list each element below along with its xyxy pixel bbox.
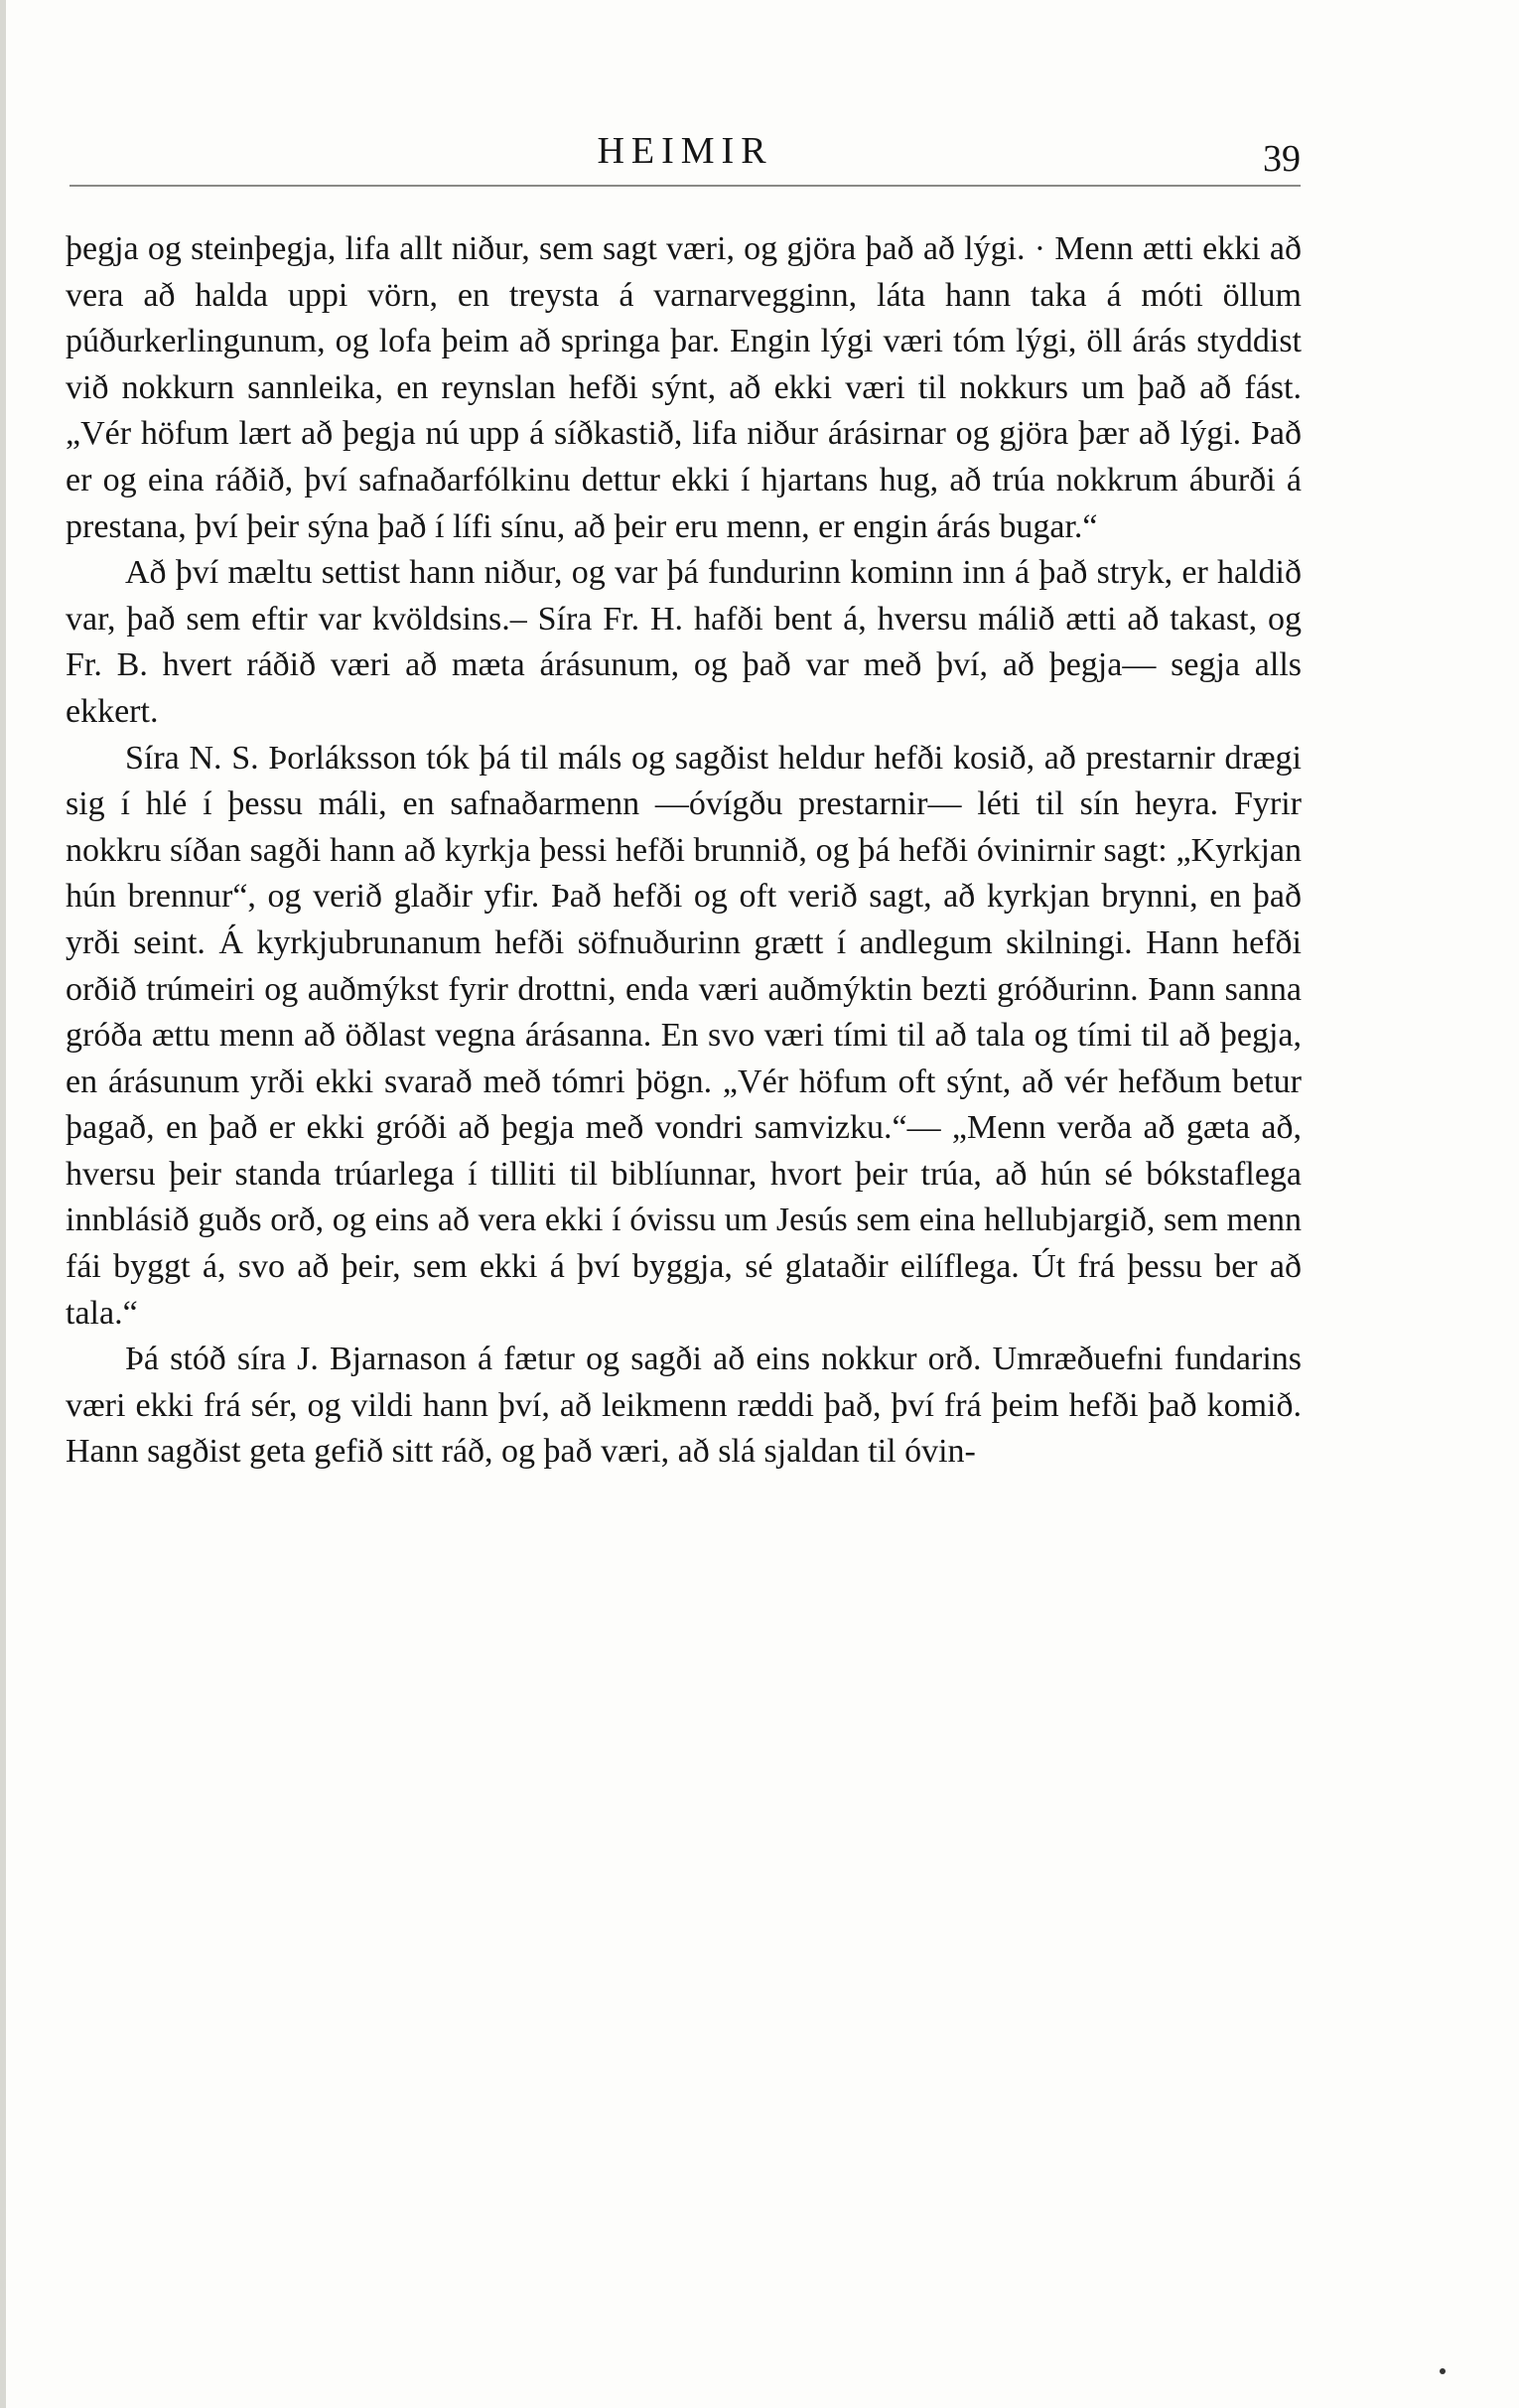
body-text — [66, 226, 1302, 1476]
page-edge-shadow — [0, 0, 6, 2408]
paragraph-3: Síra N. S. Þorláksson tók þá til máls og sagðist heldur hefði kosið, að prestarnir drægi sig í hlé í þessu máli, en safnaðarmenn —óvígðu prestarnir— léti til sín heyra. Fyrir nokkru síðan sagði hann að kyrkja þessi hefði brunnið, og þá hefði óvinirnir sagt: „Kyrkjan hún brennur“, og verið glaðir yfir. Það hefði og oft verið sagt, að kyrkjan brynni, en það yrði seint. Á kyrkjubrunanum hefði söfnuðurinn grætt í andlegum skilningi. Hann hefði orðið trúmeiri og auðmýkst fyrir drottni, enda væri auðmýktin bezti gróðurinn. Þann sanna gróða ættu menn að öðlast vegna árásanna. En svo væri tími til að tala og tími til að þegja, en árásunum yrði ekki svarað með tómri þögn. „Vér höfum oft sýnt, að vér hefðum betur þagað, en það er ekki gróði að þegja með vondri samvizku.“— „Menn verða að gæta að, hversu þeir standa trúarlega í tilliti til biblíunnar, hvort þeir trúa, að hún sé bókstaflega innblásið guðs orð, og eins að vera ekki í óvissu um Jesús sem eina hellubjargið, sem menn fái byggt á, svo að þeir, sem ekki á því byggja, sé glataðir eilíflega. Út frá þessu ber að tala.“ — [66, 739, 1302, 1332]
ink-speck — [1440, 2368, 1446, 2374]
page-number: 39 — [1263, 138, 1301, 180]
paragraph-4: Þá stóð síra J. Bjarnason á fætur og sagði að eins nokkur orð. Umræðuefni fundarins væri ekki frá sér, og vildi hann því, að leikmenn ræddi það, því frá þeim hefði það komið. Hann sagðist geta gefið sitt ráð, og það væri, að slá sjaldan til óvin- — [66, 1341, 1302, 1471]
page-header — [69, 119, 1301, 189]
paragraph-2: Að því mæltu settist hann niður, og var þá fundurinn kominn inn á það stryk, er haldið var, það sem eftir var kvöldsins.– Síra Fr. H. hafði bent á, hversu málið ætti að takast, og Fr. B. hvert ráðið væri að mæta árásunum, og það var með því, að þegja— segja alls ekkert. — [66, 554, 1302, 730]
header-rule — [69, 185, 1301, 187]
paragraph-1: þegja og steinþegja, lifa allt niður, sem sagt væri, og gjöra það að lýgi. · Menn ætti ekki að vera að halda uppi vörn, en treysta á varnarvegginn, láta hann taka á móti öllum púðurkerlingunum, og lofa þeim að springa þar. Engin lýgi væri tóm lýgi, öll árás styddist við nokkurn sannleika, en reynslan hefði sýnt, að ekki væri til nokkurs um það að fást. „Vér höfum lært að þegja nú upp á síðkastið, lifa niður árásirnar og gjöra þær að lýgi. Það er og eina ráðið, því safnaðarfólkinu dettur ekki í hjartans hug, að trúa nokkrum áburði á prestana, því þeir sýna það í lífi sínu, að þeir eru menn, er engin árás bugar.“ — [66, 230, 1302, 545]
running-title: HEIMIR — [597, 130, 773, 172]
